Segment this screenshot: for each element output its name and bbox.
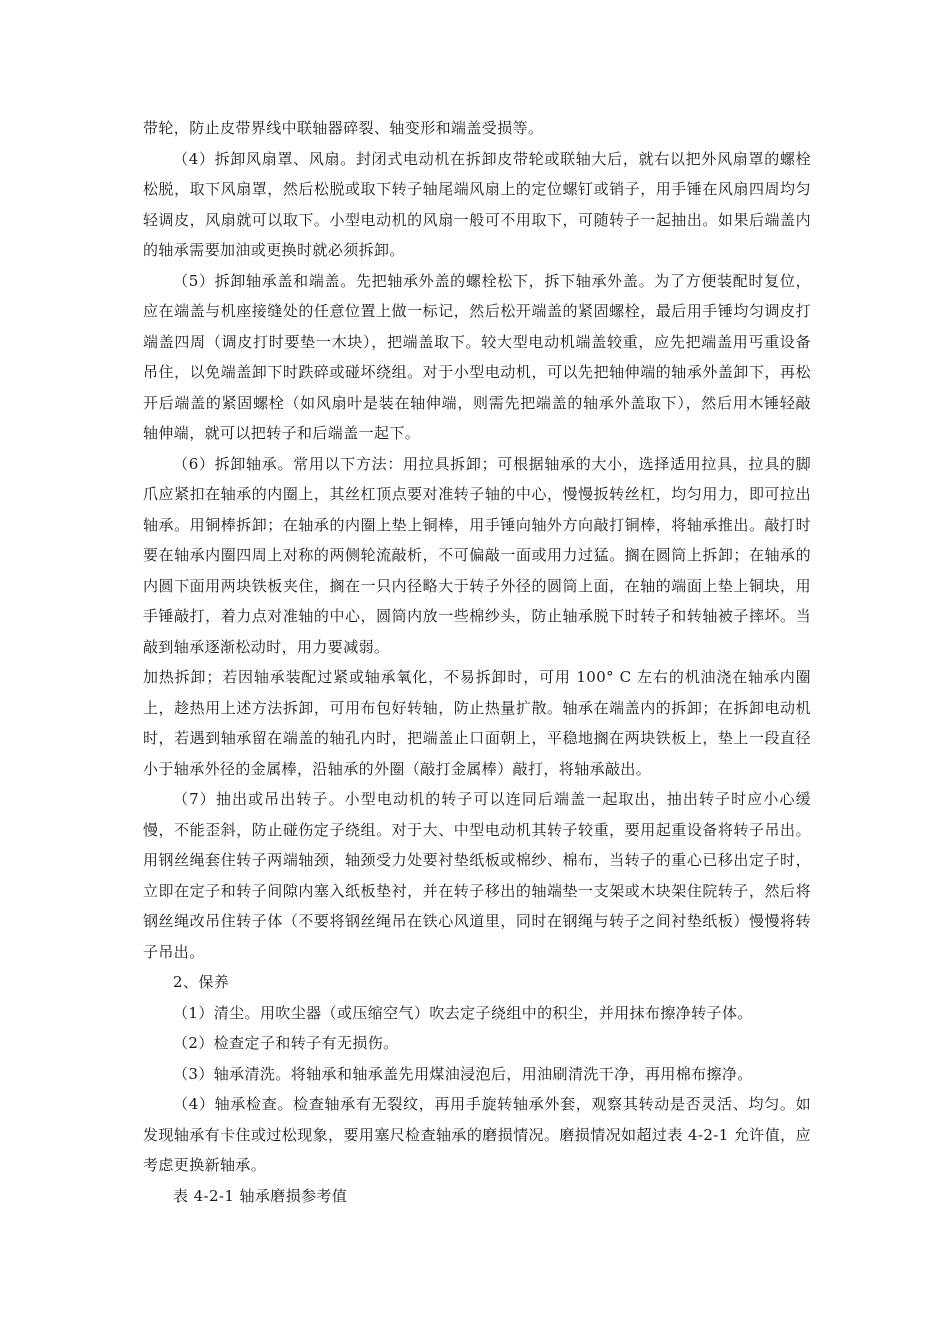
paragraph-remove-end-cover: （5）拆卸轴承盖和端盖。先把轴承外盖的螺栓松下，拆下轴承外盖。为了方便装配时复位，应在端盖与机座接缝处的任意位置上做一标记，然后松开端盖的紧固螺栓，最后用手锤均匀调皮打端盖四周（调皮打时要垫一木块），把端盖取下。较大型电动机端盖较重，应先把端盖用丐重设备吊住，以免端盖卸下时跌碎或碰坏绕组。对于小型电动机，可以先把轴伸端的轴承外盖卸下，再松开后端盖的紧固螺栓（如风扇叶是装在轴伸端，则需先把端盖的轴承外盖取下），然后用木锤轻敲轴伸端，就可以把转子和后端盖一起下。: [143, 271, 811, 442]
section-heading-maintenance: 2、保养: [173, 973, 230, 991]
paragraph-heating-removal: 加热拆卸；若因轴承装配过紧或轴承氧化，不易拆卸时，可用 100° C 左右的机油浇在轴承内圈上，趁热用上述方法拆卸，可用布包好转轴，防止热量扩散。轴承在端盖内的拆卸；在拆卸电动机时，若遇到轴承留在端盖的轴孔内时，把端盖止口面朝上，平稳地搁在两块铁板上，垫上一段直径小于轴承外径的金属棒，沿轴承的外圈（敲打金属棒）敲打，将轴承敲出。: [143, 668, 811, 778]
paragraph-bearing-inspection: （4）轴承检查。检查轴承有无裂纹，再用手旋转轴承外套，观察其转动是否灵活、均匀。如发现轴承有卡住或过松现象，要用塞尺检查轴承的磨损情况。磨损情况如超过表 4-2-1 允许值，应考虑更换新轴承。: [143, 1095, 811, 1174]
paragraph-bearing-cleaning: （3）轴承清洗。将轴承和轴承盖先用煤油浸泡后，用油刷清洗干净，再用棉布擦净。: [173, 1064, 753, 1083]
paragraph-cleaning: （1）清尘。用吹尘器（或压缩空气）吹去定子绕组中的积尘，并用抹布擦净转子体。: [173, 1003, 753, 1022]
body-text: [143, 113, 811, 1211]
table-caption: 表 4-2-1 轴承磨损参考值: [173, 1186, 348, 1205]
paragraph-inspect-damage: （2）检查定子和转子有无损伤。: [173, 1034, 399, 1052]
paragraph-extract-rotor: （7）抽出或吊出转子。小型电动机的转子可以连同后端盖一起取出，抽出转子时应小心缓慢，不能歪斜，防止碰伤定子绕组。对于大、中型电动机其转子较重，要用起重设备将转子吊出。用钢丝绳套住转子两端轴颈，轴颈受力处要衬垫纸板或棉纱、棉布，当转子的重心已移出定子时，立即在定子和转子间隙内塞入纸板垫衬，并在转子移出的轴端垫一支架或木块架住院转子，然后将钢丝绳改吊住转子体（不要将钢丝绳吊在铁心风道里，同时在钢绳与转子之间衬垫纸板）慢慢将转子吊出。: [143, 790, 811, 961]
paragraph-continuation: 带轮，防止皮带界线中联轴器碎裂、轴变形和端盖受损等。: [143, 119, 544, 137]
paragraph-remove-fan: （4）拆卸风扇罩、风扇。封闭式电动机在拆卸皮带轮或联轴大后，就右以把外风扇罩的螺栓松脱，取下风扇罩，然后松脱或取下转子轴尾端风扇上的定位螺钉或销子，用手锤在风扇四周均匀轻调皮，风扇就可以取下。小型电动机的风扇一般可不用取下，可随转子一起抽出。如果后端盖内的轴承需要加油或更换时就必须拆卸。: [143, 149, 811, 259]
paragraph-remove-bearing: （6）拆卸轴承。常用以下方法：用拉具拆卸；可根据轴承的大小，选择适用拉具，拉具的脚爪应紧扣在轴承的内圈上，其丝杠顶点要对准转子轴的中心，慢慢扳转丝杠，均匀用力，即可拉出轴承。用铜棒拆卸；在轴承的内圈上垫上铜棒，用手锤向轴外方向敲打铜棒，将轴承推出。敲打时要在轴承内圈四周上对称的两侧轮流敲析，不可偏敲一面或用力过猛。搁在圆筒上拆卸；在轴承的内圆下面用两块铁板夹住，搁在一只内径略大于转子外径的圆筒上面，在轴的端面上垫上铜块，用手锤敲打，着力点对准轴的中心，圆筒内放一些棉纱头，防止轴承脱下时转子和转轴被子摔坏。当敲到轴承逐渐松动时，用力要减弱。: [143, 454, 811, 656]
